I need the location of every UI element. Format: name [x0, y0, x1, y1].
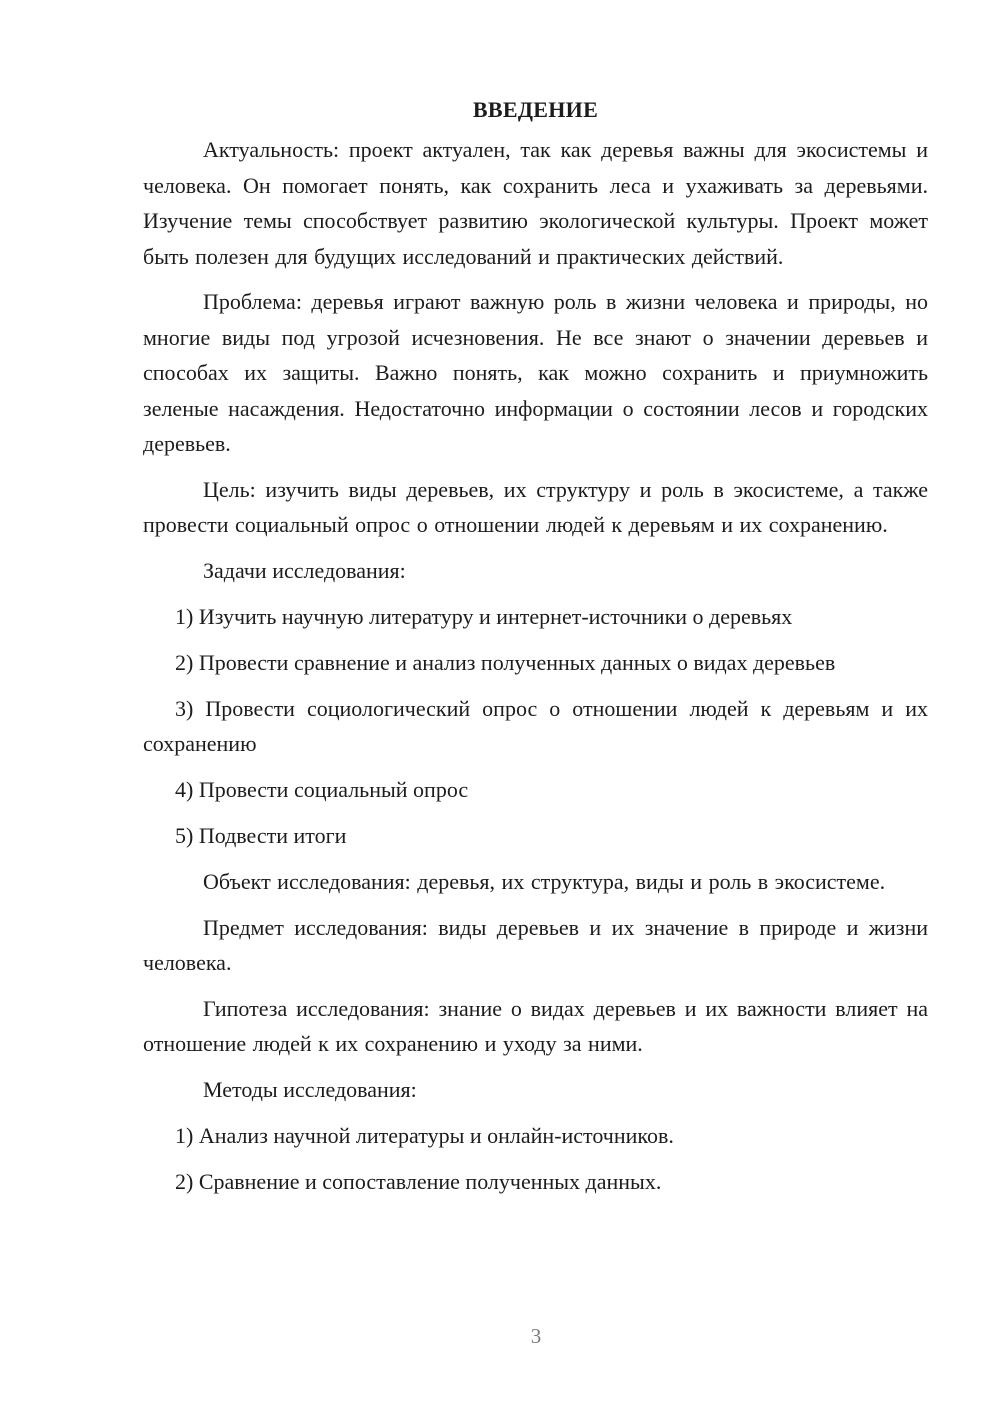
goal-paragraph: Цель: изучить виды деревьев, их структуру и роль в экосистеме, а также провести социальный опрос о отношении людей к деревьям и их сохранению. [143, 476, 928, 537]
tasks-title: Задачи исследования: [203, 557, 406, 583]
subject-paragraph: Предмет исследования: виды деревьев и их значение в природе и жизни человека. [143, 914, 928, 975]
method-item-2: 2) Сравнение и сопоставление полученных данных. [175, 1168, 662, 1194]
hypothesis-paragraph: Гипотеза исследования: знание о видах деревьев и их важности влияет на отношение людей к их сохранению и уходу за ними. [143, 995, 928, 1056]
task-item-5: 5) Подвести итоги [175, 823, 347, 848]
object-paragraph: Объект исследования: деревья, их структура, виды и роль в экосистеме. [203, 869, 886, 894]
task-item-3: 3) Провести социологический опрос о отношении людей к деревьям и их сохранению [143, 695, 928, 756]
task-item-1: 1) Изучить научную литературу и интернет-источники о деревьях [175, 603, 793, 629]
page-number: 3 [530, 1324, 542, 1348]
document-page [143, 92, 928, 1210]
relevance-paragraph: Актуальность: проект актуален, так как деревья важны для экосистемы и человека. Он помогает понять, как сохранить леса и ухаживать за деревьями. Изучение темы способствует развитию экологической культуры. Проект может быть полезен для будущих исследований и практических действий. [143, 137, 928, 269]
method-item-1: 1) Анализ научной литературы и онлайн-источников. [175, 1122, 674, 1148]
problem-paragraph: Проблема: деревья играют важную роль в жизни человека и природы, но многие виды под угрозой исчезновения. Не все знают о значении деревьев и способах их защиты. Важно понять, как можно сохранить и приумножить зеленые насаждения. Недостаточно информации о состоянии лесов и городских деревьев. [143, 289, 928, 456]
section-heading: ВВЕДЕНИЕ [472, 97, 599, 122]
methods-title: Методы исследования: [203, 1076, 417, 1102]
task-item-4: 4) Провести социальный опрос [175, 777, 469, 802]
task-item-2: 2) Провести сравнение и анализ полученных данных о видах деревьев [175, 649, 836, 675]
